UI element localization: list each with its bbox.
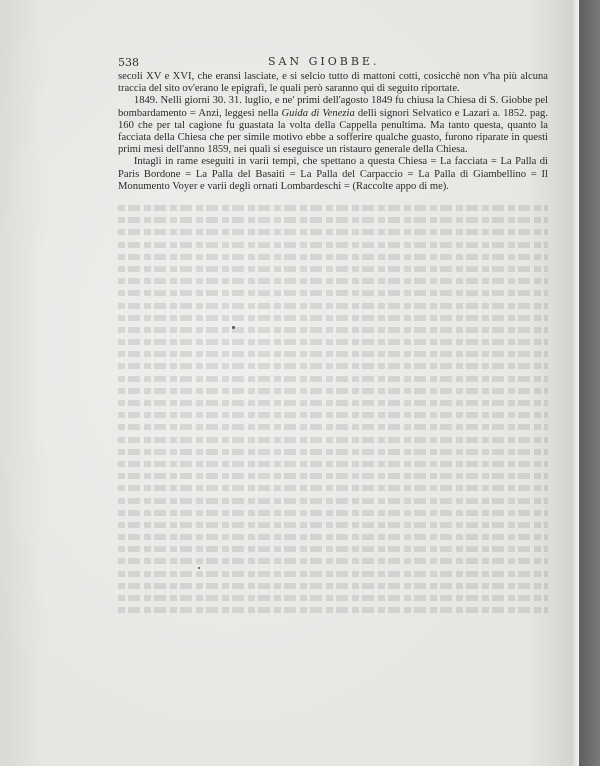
show-through-line [118, 424, 548, 430]
running-title: SAN GIOBBE. [268, 55, 380, 68]
show-through-line [118, 534, 548, 540]
show-through-line [118, 254, 548, 260]
show-through-line [118, 437, 548, 443]
scan-border [579, 0, 600, 766]
show-through-line [118, 571, 548, 577]
show-through-line [118, 278, 548, 284]
show-through-text [118, 205, 548, 625]
paragraph-intagli: Intagli in rame eseguiti in varii tempi, che spettano a questa Chiesa = La facciata = La Palla di Paris Bordone = La Palla del Basaiti = La Palla del Carpaccio = La Palla di Giambellino = Il Monumento Voyer e varii degli ornati Lombardeschi = (Raccolte appo di me). [118, 156, 548, 192]
show-through-line [118, 290, 548, 296]
show-through-line [118, 473, 548, 479]
show-through-line [118, 327, 548, 333]
show-through-line [118, 558, 548, 564]
paragraph-continuation: secoli XV e XVI, che eransi lasciate, e si selcio tutto di mattoni cotti, cosicchè non v'ha più alcuna traccia del sito ov'erano le epigrafi, le quali però saranno qui di seguito riportate. [118, 71, 548, 95]
page-edge [571, 0, 579, 766]
show-through-line [118, 339, 548, 345]
paragraph-1849-text-b: delli signori Selvatico e Lazari a. 1852. pag. 160 che per tal cagione fu guastata la volta della Cappella penultima. Ma tanto questa, quanto la facciata della Chiesa che per simile motivo ebbe a sofferire qualche guasto, furono riparate in questi primi mesi dell'anno 1859, nei quali si eseguisce un ristauro generale della Chiesa. [118, 107, 549, 156]
paper-speck [232, 326, 235, 329]
show-through-line [118, 351, 548, 357]
paragraph-1849-text-a: 1849. Nelli giorni 30. 31. luglio, e ne' primi dell'agosto 1849 fu chiusa la Chiesa di S. Giobbe pel bombardamento = Anzi, leggesi nella [118, 95, 548, 119]
show-through-line [118, 412, 548, 418]
show-through-line [118, 217, 548, 223]
page-header [118, 56, 548, 72]
show-through-line [118, 510, 548, 516]
show-through-line [118, 449, 548, 455]
show-through-line [118, 607, 548, 613]
show-through-line [118, 485, 548, 491]
show-through-line [118, 546, 548, 552]
show-through-line [118, 205, 548, 211]
show-through-line [118, 266, 548, 272]
show-through-line [118, 583, 548, 589]
show-through-line [118, 376, 548, 382]
show-through-line [118, 315, 548, 321]
paper-speck [198, 567, 200, 569]
show-through-line [118, 522, 548, 528]
page-body [118, 71, 548, 193]
show-through-line [118, 388, 548, 394]
show-through-line [118, 229, 548, 235]
page-number: 538 [118, 56, 139, 69]
show-through-line [118, 242, 548, 248]
show-through-line [118, 400, 548, 406]
show-through-line [118, 595, 548, 601]
show-through-line [118, 498, 548, 504]
guida-title: Guida di Venezia [281, 107, 355, 119]
show-through-line [118, 303, 548, 309]
paragraph-1849 [118, 95, 548, 156]
show-through-line [118, 461, 548, 467]
show-through-line [118, 363, 548, 369]
